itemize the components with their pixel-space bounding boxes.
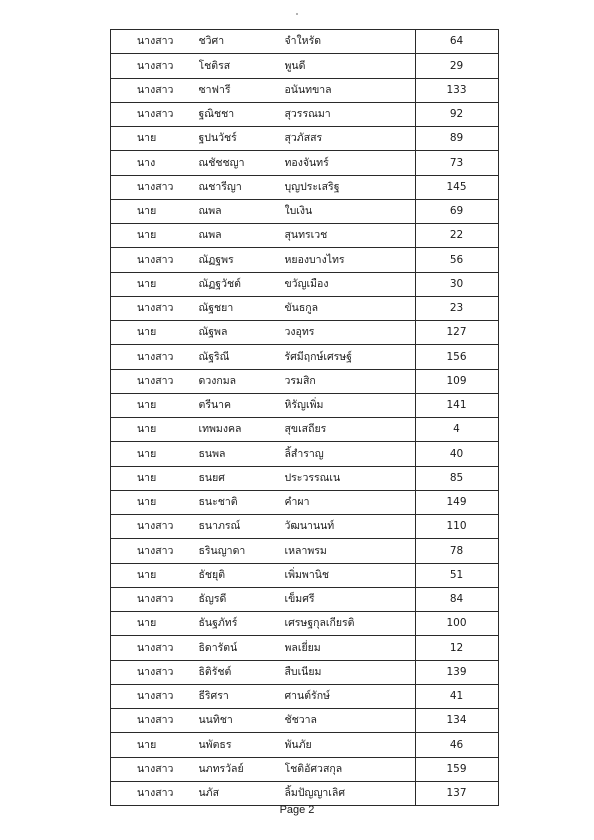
number-cell: 56 [415, 248, 498, 272]
last-name-cell: เพิ่มพานิช [285, 563, 416, 587]
last-name-cell: พันภัย [285, 733, 416, 757]
last-name-cell: บุญประเสริฐ [285, 175, 416, 199]
number-cell: 100 [415, 612, 498, 636]
last-name-cell: พลเยี่ยม [285, 636, 416, 660]
first-name-cell: ณชารีญา [199, 175, 285, 199]
table-row [111, 321, 499, 345]
table-row [111, 442, 499, 466]
first-name-cell: โชติรส [199, 54, 285, 78]
table-row [111, 490, 499, 514]
title-cell: นาย [111, 466, 199, 490]
last-name-cell: ทองจันทร์ [285, 151, 416, 175]
first-name-cell: ณัฐพล [199, 321, 285, 345]
last-name-cell: เหลาพรม [285, 539, 416, 563]
first-name-cell: ธีริศรา [199, 684, 285, 708]
table-row [111, 757, 499, 781]
last-name-cell: ศานต์รักษ์ [285, 684, 416, 708]
number-cell: 133 [415, 78, 498, 102]
title-cell: นาย [111, 612, 199, 636]
table-row [111, 369, 499, 393]
number-cell: 145 [415, 175, 498, 199]
title-cell: นางสาว [111, 345, 199, 369]
last-name-cell: โชติอัศวสกุล [285, 757, 416, 781]
number-cell: 23 [415, 296, 498, 320]
title-cell: นางสาว [111, 709, 199, 733]
number-cell: 137 [415, 781, 498, 805]
first-name-cell: นภัส [199, 781, 285, 805]
title-cell: นาย [111, 199, 199, 223]
table-row [111, 781, 499, 805]
title-cell: นาย [111, 418, 199, 442]
title-cell: นาย [111, 127, 199, 151]
table-row [111, 272, 499, 296]
number-cell: 41 [415, 684, 498, 708]
last-name-cell: คำผา [285, 490, 416, 514]
title-cell: นางสาว [111, 30, 199, 54]
table-row [111, 345, 499, 369]
last-name-cell: ประวรรณเน [285, 466, 416, 490]
number-cell: 69 [415, 199, 498, 223]
number-cell: 85 [415, 466, 498, 490]
title-cell: นางสาว [111, 78, 199, 102]
title-cell: นาย [111, 490, 199, 514]
last-name-cell: วัฒนานนท์ [285, 515, 416, 539]
first-name-cell: ธนพล [199, 442, 285, 466]
table-row [111, 296, 499, 320]
number-cell: 51 [415, 563, 498, 587]
table-row [111, 587, 499, 611]
first-name-cell: ธิติรัชต์ [199, 660, 285, 684]
number-cell: 149 [415, 490, 498, 514]
title-cell: นาย [111, 563, 199, 587]
name-roster-table [110, 29, 499, 806]
first-name-cell: ณัฏฐวัชต์ [199, 272, 285, 296]
roster-body [111, 30, 499, 806]
table-row [111, 733, 499, 757]
number-cell: 46 [415, 733, 498, 757]
table-row [111, 709, 499, 733]
first-name-cell: นภทรวัลย์ [199, 757, 285, 781]
last-name-cell: จำใหรัด [285, 30, 416, 54]
title-cell: นางสาว [111, 636, 199, 660]
number-cell: 156 [415, 345, 498, 369]
last-name-cell: สุวภัสสร [285, 127, 416, 151]
first-name-cell: ดวงกมล [199, 369, 285, 393]
table-row [111, 175, 499, 199]
table-row [111, 418, 499, 442]
number-cell: 89 [415, 127, 498, 151]
last-name-cell: สุนทรเวช [285, 224, 416, 248]
last-name-cell: สืบเนียม [285, 660, 416, 684]
title-cell: นาย [111, 272, 199, 296]
last-name-cell: เข็มศรี [285, 587, 416, 611]
first-name-cell: ณัฐชยา [199, 296, 285, 320]
last-name-cell: ลิ้สำราญ [285, 442, 416, 466]
last-name-cell: อนันทขาล [285, 78, 416, 102]
last-name-cell: ใบเงิน [285, 199, 416, 223]
last-name-cell: ขวัญเมือง [285, 272, 416, 296]
number-cell: 92 [415, 102, 498, 126]
first-name-cell: ธรินญาดา [199, 539, 285, 563]
table-row [111, 224, 499, 248]
table-row [111, 393, 499, 417]
table-row [111, 466, 499, 490]
last-name-cell: ลิ้มปัญญาเลิศ [285, 781, 416, 805]
table-row [111, 151, 499, 175]
number-cell: 12 [415, 636, 498, 660]
last-name-cell: หยองบางไทร [285, 248, 416, 272]
table-row [111, 636, 499, 660]
title-cell: นางสาว [111, 369, 199, 393]
title-cell: นางสาว [111, 539, 199, 563]
first-name-cell: ธัญรดี [199, 587, 285, 611]
number-cell: 29 [415, 54, 498, 78]
title-cell: นางสาว [111, 757, 199, 781]
first-name-cell: ธนยศ [199, 466, 285, 490]
page-number: Page 2 [279, 804, 315, 816]
number-cell: 4 [415, 418, 498, 442]
title-cell: นางสาว [111, 296, 199, 320]
number-cell: 141 [415, 393, 498, 417]
table-row [111, 78, 499, 102]
table-row [111, 54, 499, 78]
first-name-cell: ธัชยุติ [199, 563, 285, 587]
title-cell: นางสาว [111, 515, 199, 539]
number-cell: 109 [415, 369, 498, 393]
table-row [111, 30, 499, 54]
first-name-cell: ชวิศา [199, 30, 285, 54]
title-cell: นางสาว [111, 781, 199, 805]
number-cell: 84 [415, 587, 498, 611]
table-row [111, 127, 499, 151]
number-cell: 73 [415, 151, 498, 175]
last-name-cell: สุขเสถียร [285, 418, 416, 442]
number-cell: 127 [415, 321, 498, 345]
last-name-cell: หิรัญเพิ่ม [285, 393, 416, 417]
table-row [111, 199, 499, 223]
table-row [111, 515, 499, 539]
first-name-cell: นนทิชา [199, 709, 285, 733]
last-name-cell: เศรษฐกุลเกียรติ [285, 612, 416, 636]
last-name-cell: ขันธกูล [285, 296, 416, 320]
title-cell: นาย [111, 733, 199, 757]
number-cell: 134 [415, 709, 498, 733]
first-name-cell: ธันฐภัทร์ [199, 612, 285, 636]
title-cell: นาย [111, 393, 199, 417]
last-name-cell: พูนดี [285, 54, 416, 78]
first-name-cell: ธนะชาติ [199, 490, 285, 514]
title-cell: นางสาว [111, 684, 199, 708]
table-row [111, 539, 499, 563]
title-cell: นางสาว [111, 54, 199, 78]
last-name-cell: รัศมีฤกษ์เศรษฐ์ [285, 345, 416, 369]
table-row [111, 102, 499, 126]
number-cell: 40 [415, 442, 498, 466]
title-cell: นางสาว [111, 587, 199, 611]
number-cell: 110 [415, 515, 498, 539]
title-cell: นางสาว [111, 175, 199, 199]
number-cell: 139 [415, 660, 498, 684]
table-row [111, 612, 499, 636]
title-cell: นางสาว [111, 248, 199, 272]
first-name-cell: ซาฟารี [199, 78, 285, 102]
title-cell: นาย [111, 442, 199, 466]
last-name-cell: วรมสิก [285, 369, 416, 393]
table-row [111, 660, 499, 684]
first-name-cell: ณัฏฐพร [199, 248, 285, 272]
title-cell: นาง [111, 151, 199, 175]
first-name-cell: ฐปนวัชร์ [199, 127, 285, 151]
number-cell: 64 [415, 30, 498, 54]
number-cell: 159 [415, 757, 498, 781]
last-name-cell: วงอุทร [285, 321, 416, 345]
first-name-cell: ฐณิชชา [199, 102, 285, 126]
title-cell: นางสาว [111, 102, 199, 126]
table-row [111, 684, 499, 708]
first-name-cell: ณพล [199, 224, 285, 248]
first-name-cell: เทพมงคล [199, 418, 285, 442]
last-name-cell: สุวรรณมา [285, 102, 416, 126]
number-cell: 78 [415, 539, 498, 563]
first-name-cell: ณพล [199, 199, 285, 223]
table-row [111, 563, 499, 587]
number-cell: 30 [415, 272, 498, 296]
scan-dot [296, 13, 298, 15]
first-name-cell: ตรีนาค [199, 393, 285, 417]
first-name-cell: ธิดารัตน์ [199, 636, 285, 660]
title-cell: นาย [111, 321, 199, 345]
first-name-cell: ธนาภรณ์ [199, 515, 285, 539]
title-cell: นางสาว [111, 660, 199, 684]
table-row [111, 248, 499, 272]
title-cell: นาย [111, 224, 199, 248]
first-name-cell: นพัตธร [199, 733, 285, 757]
number-cell: 22 [415, 224, 498, 248]
first-name-cell: ณชัชชญา [199, 151, 285, 175]
first-name-cell: ณัฐริณี [199, 345, 285, 369]
last-name-cell: ชัชวาล [285, 709, 416, 733]
